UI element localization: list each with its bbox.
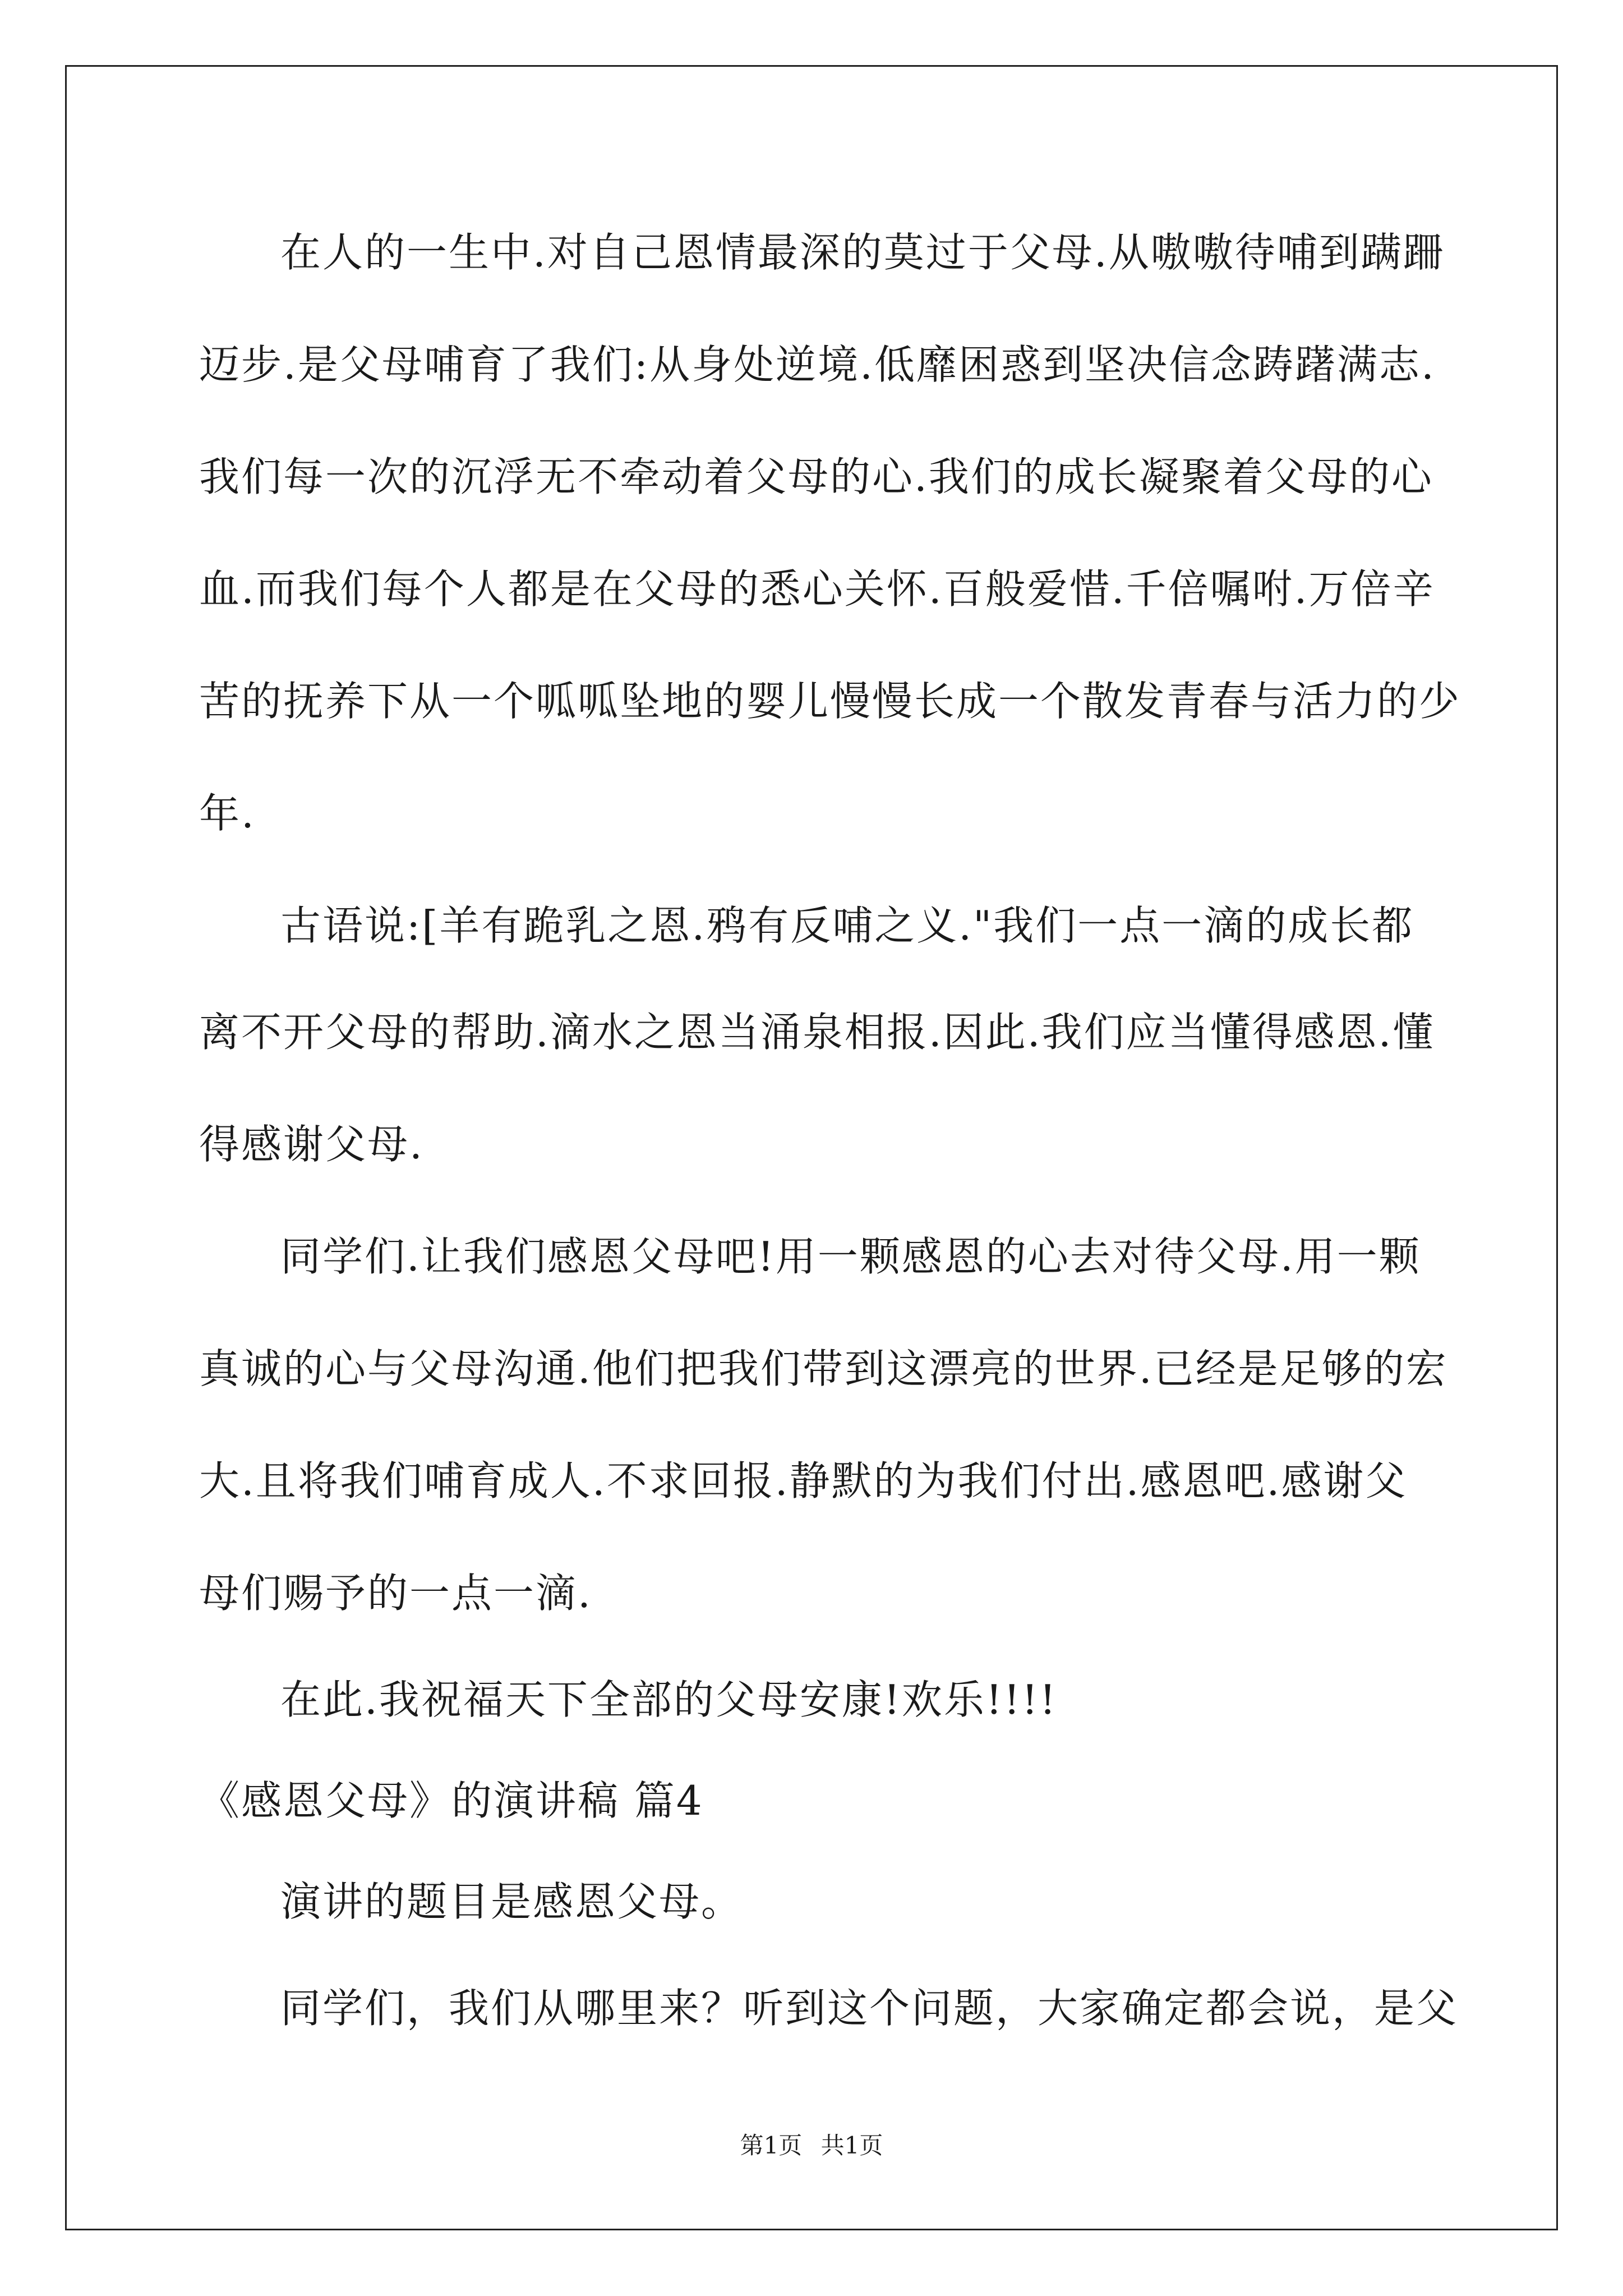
text-line: 真诚的心与父母沟通.他们把我们带到这漂亮的世界.已经是足够的宏 (199, 1345, 1448, 1392)
page-footer (0, 2129, 1623, 2162)
text-line: 古语说:[羊有跪乳之恩.鸦有反哺之义."我们一点一滴的成长都 (280, 902, 1414, 949)
page-number: 第1页 (740, 2132, 803, 2159)
section-heading: 《感恩父母》的演讲稿 篇4 (199, 1777, 704, 1824)
text-line: 离不开父母的帮助.滴水之恩当涌泉相报.因此.我们应当懂得感恩.懂 (199, 1009, 1435, 1056)
text-line: 我们每一次的沉浮无不牵动着父母的心.我们的成长凝聚着父母的心 (199, 453, 1433, 500)
text-line: 在人的一生中.对自己恩情最深的莫过于父母.从嗷嗷待哺到蹒跚 (280, 229, 1445, 276)
page-total: 共1页 (820, 2132, 883, 2159)
text-line: 苦的抚养下从一个呱呱坠地的婴儿慢慢长成一个散发青春与活力的少 (199, 678, 1461, 725)
text-line: 年. (199, 790, 256, 837)
text-line: 同学们，我们从哪里来？听到这个问题，大家确定都会说，是父 (280, 1985, 1459, 2032)
text-line: 母们赐予的一点一滴. (199, 1570, 592, 1617)
text-line: 演讲的题目是感恩父母。 (280, 1878, 744, 1925)
text-line: 在此.我祝福天下全部的父母安康!欢乐!!!! (280, 1676, 1058, 1723)
text-line: 得感谢父母. (199, 1121, 424, 1168)
text-line: 迈步.是父母哺育了我们:从身处逆境.低靡困惑到坚决信念踌躇满志. (199, 341, 1436, 388)
text-line: 血.而我们每个人都是在父母的悉心关怀.百般爱惜.千倍嘱咐.万倍辛 (199, 565, 1435, 613)
text-line: 同学们.让我们感恩父母吧!用一颗感恩的心去对待父母.用一颗 (280, 1233, 1421, 1280)
text-line: 大.且将我们哺育成人.不求回报.静默的为我们付出.感恩吧.感谢父 (199, 1457, 1408, 1504)
